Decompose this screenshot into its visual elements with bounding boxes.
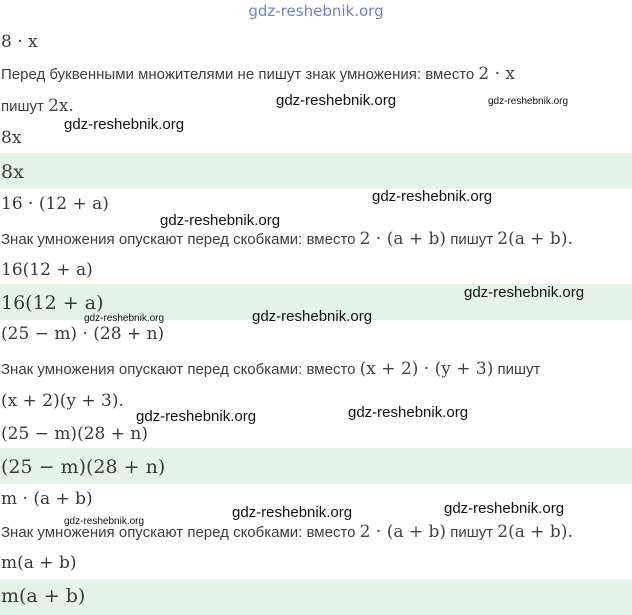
result-1: 8x: [1, 128, 22, 148]
answer-box-4: [0, 579, 632, 615]
watermark: gdz-reshebnik.org: [444, 500, 565, 517]
explanation-text: Знак умножения опускают перед скобками: вместо: [1, 231, 356, 248]
watermark: gdz-reshebnik.org: [136, 408, 257, 425]
answer-1: 8x: [1, 161, 24, 183]
watermark: gdz-reshebnik.org: [64, 516, 145, 527]
explanation-text: Перед буквенными множителями не пишут знак умножения: вместо: [1, 66, 475, 83]
answer-4: m(a + b): [1, 585, 86, 607]
explanation-2: [1, 229, 573, 249]
watermark: gdz-reshebnik.org: [464, 284, 585, 301]
watermark: gdz-reshebnik.org: [276, 92, 397, 109]
explanation-to: 2(a + b).: [497, 522, 573, 542]
explanation-text: Знак умножения опускают перед скобками: вместо: [1, 361, 356, 378]
explanation-1-cont: [1, 96, 74, 116]
explanation-text: Знак умножения опускают перед скобками: вместо: [1, 524, 356, 541]
explanation-word: пишут: [450, 524, 494, 541]
watermark: gdz-reshebnik.org: [84, 313, 165, 324]
watermark: gdz-reshebnik.org: [348, 404, 469, 421]
explanation-word: пишут: [497, 361, 541, 378]
answer-3: (25 − m)(28 + n): [1, 456, 166, 478]
result-2: 16(12 + a): [1, 260, 93, 280]
result-3: (25 − m)(28 + n): [1, 424, 148, 444]
explanation-word: пишут: [1, 98, 44, 115]
expression-3: (25 − m) · (28 + n): [1, 324, 165, 344]
expression-1: 8 · x: [1, 32, 38, 52]
expression-4: m · (a + b): [1, 489, 93, 509]
watermark: gdz-reshebnik.org: [232, 504, 353, 521]
watermark: gdz-reshebnik.org: [488, 96, 569, 107]
watermark: gdz-reshebnik.org: [372, 188, 493, 205]
explanation-from: 2 · (a + b): [359, 522, 447, 542]
explanation-3: [1, 359, 540, 379]
answer-2: 16(12 + a): [1, 292, 104, 314]
watermark: gdz-reshebnik.org: [64, 116, 185, 133]
expression-2: 16 · (12 + a): [1, 194, 109, 214]
explanation-to: 2(a + b).: [497, 229, 573, 249]
answer-box-3: [0, 448, 632, 484]
explanation-from: (x + 2) · (y + 3): [359, 359, 494, 379]
watermark: gdz-reshebnik.org: [252, 308, 373, 325]
explanation-word: пишут: [450, 231, 494, 248]
explanation-3-cont: (x + 2)(y + 3).: [1, 391, 124, 411]
explanation-from: 2 · x: [478, 64, 516, 84]
page-header: [0, 0, 632, 28]
explanation-from: 2 · (a + b): [359, 229, 447, 249]
result-4: m(a + b): [1, 553, 77, 573]
site-title[interactable]: gdz-reshebnik.org: [248, 2, 384, 20]
explanation-to: 2x.: [48, 96, 74, 116]
answer-box-1: [0, 153, 632, 189]
explanation-1: [1, 64, 515, 84]
watermark: gdz-reshebnik.org: [160, 212, 281, 229]
